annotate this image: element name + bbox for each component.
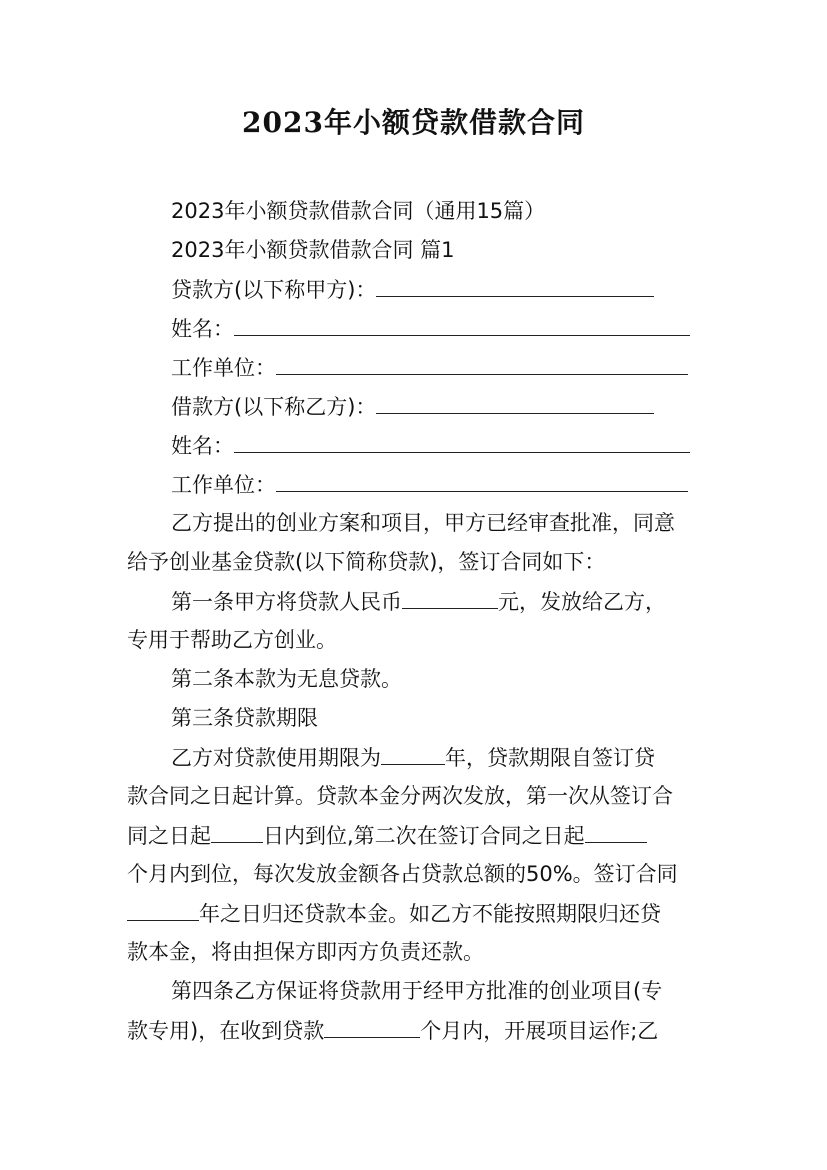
lender-name-line [171,309,751,348]
article-4-line-1: 第四条乙方保证将贷款用于经甲方批准的创业项目(专 [171,979,663,1003]
borrower-name-line [171,426,751,465]
lender-line [171,270,751,309]
article-2: 第二条本款为无息贷款。 [171,667,402,691]
lender-name-blank [234,309,690,336]
article-1-text-a: 第一条甲方将贷款人民币 [171,590,402,614]
lender-label: 贷款方(以下称甲方)： [171,278,377,302]
article-3-line-3 [127,816,707,855]
article-3-heading: 第三条贷款期限 [171,706,318,730]
article-1-text-b: 元，发放给乙方， [498,590,666,614]
article-1-line-2: 专用于帮助乙方创业。 [127,628,337,652]
lender-work-blank [276,348,688,375]
second-months-blank [585,816,647,843]
borrower-work-blank [276,465,688,492]
term-years-blank [381,738,445,765]
lender-name-label: 姓名： [171,317,234,341]
borrower-work-label: 工作单位： [171,473,276,497]
lender-work-label: 工作单位： [171,356,276,380]
intro-line-2: 给予创业基金贷款(以下简称贷款)，签订合同如下： [127,550,606,574]
article-3-line-5-b: 年之日归还贷款本金。如乙方不能按照期限归还贷 [199,902,661,926]
article-4-line-2-b: 个月内，开展项目运作;乙 [420,1019,659,1043]
section-heading: 2023年小额贷款借款合同 篇1 [171,238,455,262]
borrower-name-blank [234,426,690,453]
borrower-work-line [171,465,751,504]
borrower-line [171,387,751,426]
lender-work-line [171,348,751,387]
borrower-label: 借款方(以下称乙方)： [171,395,377,419]
first-days-blank [211,816,263,843]
article-4-line-2 [127,1011,707,1050]
article-4-line-2-a: 款专用)，在收到贷款 [127,1019,325,1043]
article-3-line-4: 个月内到位，每次发放金额各占贷款总额的50%。签订合同 [127,862,678,886]
intro-line-1: 乙方提出的创业方案和项目，甲方已经审查批准，同意 [171,511,675,535]
article-3-line-3-a: 同之日起 [127,824,211,848]
document-title: 2023年小额贷款借款合同 [242,106,585,139]
amount-blank [402,582,498,609]
article-3-line-2: 款合同之日起计算。贷款本金分两次发放，第一次从签订合 [127,784,673,808]
article-3-line-5 [127,894,707,933]
article-3-line-1 [171,738,751,777]
article-3-line-3-b: 日内到位,第二次在签订合同之日起 [263,824,585,848]
document-subtitle: 2023年小额贷款借款合同（通用15篇） [171,199,546,223]
article-1-line [171,582,751,621]
article-3-text-a: 乙方对贷款使用期限为 [171,746,381,770]
article-3-line-6: 款本金，将由担保方即丙方负责还款。 [127,940,484,964]
borrower-blank [376,387,654,414]
lender-blank [376,270,654,297]
borrower-name-label: 姓名： [171,434,234,458]
months-blank [324,1011,420,1038]
repay-years-blank [127,894,199,921]
article-3-text-b: 年，贷款期限自签订贷 [445,746,655,770]
